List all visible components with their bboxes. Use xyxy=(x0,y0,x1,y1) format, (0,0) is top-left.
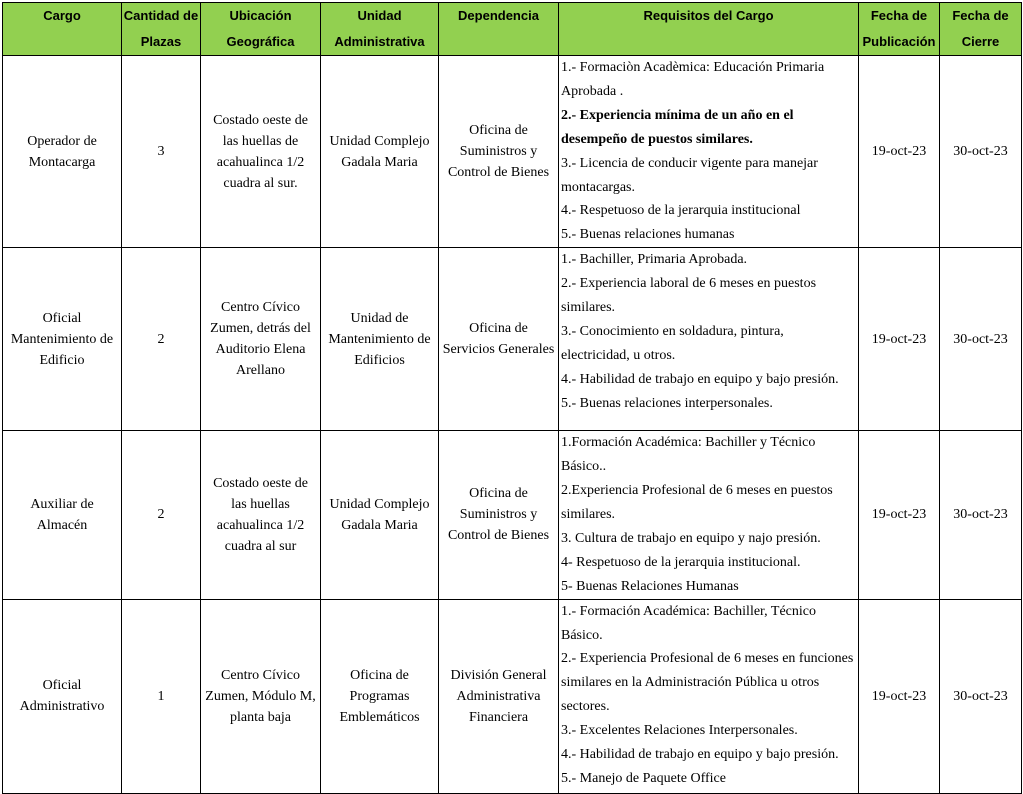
requisito-item: 5.- Buenas relaciones humanas xyxy=(561,227,735,243)
cell-dependencia: Oficina de Servicios Generales xyxy=(439,248,559,431)
requisito-item: 4.- Habilidad de trabajo en equipo y bajo presión. xyxy=(561,371,839,387)
requisito-item: 3. Cultura de trabajo en equipo y najo presión. xyxy=(561,530,821,546)
table-row xyxy=(3,431,1022,599)
requisito-item: 5- Buenas Relaciones Humanas xyxy=(561,578,739,594)
cell-unidad: Unidad Complejo Gadala Maria xyxy=(321,56,439,248)
header-ubicacion: Ubicación Geográfica xyxy=(201,3,321,56)
requisito-item: 2.- Experiencia laboral de 6 meses en puestos similares. xyxy=(561,276,817,316)
table-row xyxy=(3,599,1022,793)
header-row xyxy=(3,3,1022,56)
cell-cantidad: 1 xyxy=(122,599,201,793)
cell-requisitos xyxy=(559,56,859,248)
cell-cierre: 30-oct-23 xyxy=(940,599,1022,793)
cell-unidad: Oficina de Programas Emblemáticos xyxy=(321,599,439,793)
requisito-item: 1.- Bachiller, Primaria Aprobada. xyxy=(561,252,748,268)
requisito-item: 2.Experiencia Profesional de 6 meses en puestos similares. xyxy=(561,483,833,522)
header-requisitos: Requisitos del Cargo xyxy=(559,3,859,56)
requisito-item: 1.Formación Académica: Bachiller y Técnico Básico.. xyxy=(561,435,816,475)
cell-cantidad: 2 xyxy=(122,248,201,431)
header-publicacion: Fecha de Publicación xyxy=(859,3,940,56)
requisito-item: 1.- Formaciòn Acadèmica: Educación Primaria Aprobada . xyxy=(561,60,825,99)
requisito-item: 4.- Respetuoso de la jerarquia institucional xyxy=(561,203,801,219)
cell-ubicacion: Centro Cívico Zumen, detrás del Auditorio Elena Arellano xyxy=(201,248,321,431)
cell-cargo: Operador de Montacarga xyxy=(3,56,122,248)
cell-ubicacion: Centro Cívico Zumen, Módulo M, planta baja xyxy=(201,599,321,793)
cell-requisitos xyxy=(559,248,859,431)
cell-publicacion: 19-oct-23 xyxy=(859,431,940,599)
cell-cargo: Auxiliar de Almacén xyxy=(3,431,122,599)
header-cargo: Cargo xyxy=(3,3,122,56)
requisito-item: 4- Respetuoso de la jerarquia institucional. xyxy=(561,554,801,570)
requisito-item: 1.- Formación Académica: Bachiller, Técnico Básico. xyxy=(561,603,816,643)
cell-cierre: 30-oct-23 xyxy=(940,56,1022,248)
requisito-item: 5.- Buenas relaciones interpersonales. xyxy=(561,395,773,411)
requisito-item: 2.- Experiencia Profesional de 6 meses en funciones similares en la Administración Pública u otros sectores. xyxy=(561,651,854,715)
requisito-item: 3.- Excelentes Relaciones Interpersonales. xyxy=(561,723,798,739)
cell-requisitos xyxy=(559,431,859,599)
table-row xyxy=(3,248,1022,431)
cell-cierre: 30-oct-23 xyxy=(940,248,1022,431)
cell-publicacion: 19-oct-23 xyxy=(859,248,940,431)
requisito-item: 3.- Licencia de conducir vigente para manejar montacargas. xyxy=(561,155,818,195)
cell-dependencia: Oficina de Suministros y Control de Bienes xyxy=(439,431,559,599)
cell-dependencia: Oficina de Suministros y Control de Bienes xyxy=(439,56,559,248)
requisito-item: 2.- Experiencia mínima de un año en el desempeño de puestos similares. xyxy=(561,107,794,147)
header-unidad: Unidad Administrativa xyxy=(321,3,439,56)
table-row xyxy=(3,56,1022,248)
requisito-item: 5.- Manejo de Paquete Office xyxy=(561,770,726,786)
cell-cargo: Oficial Administrativo xyxy=(3,599,122,793)
requisito-item: 3.- Conocimiento en soldadura, pintura, electricidad, u otros. xyxy=(561,323,784,363)
header-cantidad: Cantidad de Plazas xyxy=(122,3,201,56)
cell-unidad: Unidad de Mantenimiento de Edificios xyxy=(321,248,439,431)
header-cierre: Fecha de Cierre xyxy=(940,3,1022,56)
job-openings-table xyxy=(2,2,1022,794)
cell-cierre: 30-oct-23 xyxy=(940,431,1022,599)
cell-cantidad: 3 xyxy=(122,56,201,248)
header-dependencia: Dependencia xyxy=(439,3,559,56)
cell-requisitos xyxy=(559,599,859,793)
cell-ubicacion: Costado oeste de las huellas acahualinca 1/2 cuadra al sur xyxy=(201,431,321,599)
cell-unidad: Unidad Complejo Gadala Maria xyxy=(321,431,439,599)
cell-publicacion: 19-oct-23 xyxy=(859,56,940,248)
cell-ubicacion: Costado oeste de las huellas de acahualinca 1/2 cuadra al sur. xyxy=(201,56,321,248)
cell-publicacion: 19-oct-23 xyxy=(859,599,940,793)
cell-dependencia: División General Administrativa Financiera xyxy=(439,599,559,793)
cell-cantidad: 2 xyxy=(122,431,201,599)
requisito-item: 4.- Habilidad de trabajo en equipo y bajo presión. xyxy=(561,747,839,763)
cell-cargo: Oficial Mantenimiento de Edificio xyxy=(3,248,122,431)
